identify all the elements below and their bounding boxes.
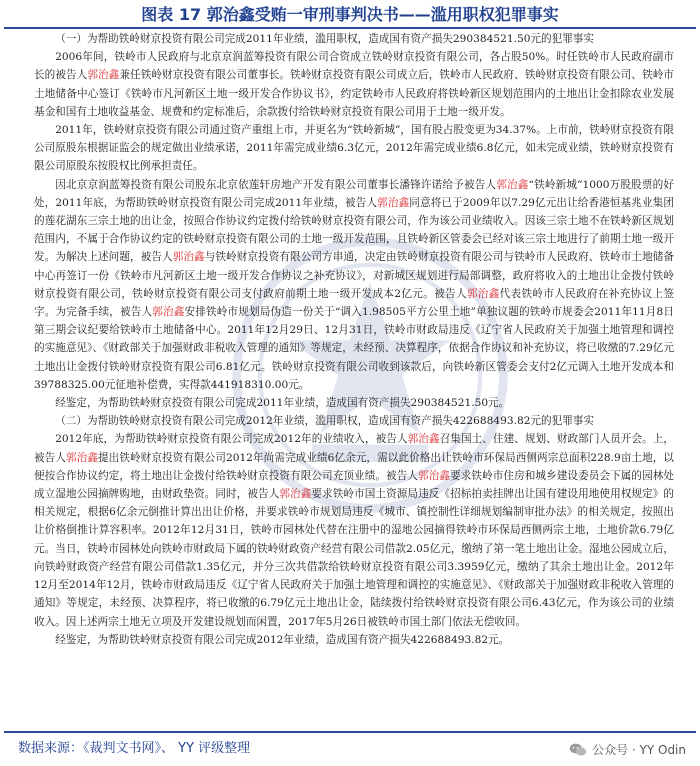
defendant-name-highlight: 郭治鑫 — [407, 433, 440, 446]
credit-text: 公众号 · YY Odin — [592, 743, 686, 757]
paragraph-text: “铁岭新城”1000万股股票的好处，2011年底，为帮助铁岭财京投资有限公司完成2011年业绩，被告人 — [34, 178, 674, 209]
defendant-name-highlight: 郭治鑫 — [377, 196, 410, 209]
paragraph — [34, 412, 674, 430]
paragraph-text: （二）为帮助铁岭财京投资有限公司完成2012年业绩，滥用职权，造成国有资产损失422688493.82元的犯罪事实 — [55, 415, 594, 428]
paragraph-text: 要求铁岭市住房和城乡建设委员会下属的园林处成立湿地公园摘牌购地，由财政垫资。同时，被告人 — [34, 469, 674, 501]
paragraph-text: 因北京京润蓝筹投资有限公司股东北京依莲轩房地产开发有限公司董事长潘锋许诺给予被告人 — [55, 178, 497, 191]
defendant-name-highlight: 郭治鑫 — [87, 69, 120, 82]
paragraph — [34, 176, 674, 394]
paragraph-text: 代表铁岭市人民政府在补充协议上签字。为完备手续，被告人 — [34, 287, 674, 319]
paragraph-text: 经鉴定，为帮助铁岭财京投资有限公司完成2012年业绩，造成国有资产损失422688493.82元。 — [55, 633, 510, 646]
paragraph-text: 提出铁岭财京投资有限公司2012年尚需完成业绩6亿余元，需以此价格出让铁岭市环保局西侧两宗总面积228.9亩土地，以便按合作协议约定，将土地出让金拨付给铁岭财京投资有限公司充顶业绩。被告人 — [34, 451, 674, 482]
paragraph-text: 要求铁岭市国土资源局违反《招标拍卖挂牌出让国有建设用地使用权规定》的相关规定，根据6亿余元倒推计算出出让价格，并要求铁岭市规划局违反《城市、镇控制性详细规划编制审批办法》的相关规定，按照出让价格倒推计算容积率。2012年12月31日，铁岭市园林处代替在注册中的湿地公园摘得铁岭市环保局西侧两宗土地，土地价款6.79亿元。当日，铁岭市园林处向铁岭市财政局下属的铁岭财政资产经营有限公司借款2.05亿元，缴纳了第一笔土地出让金。湿地公园成立后，向铁岭财政资产经营有限公司借款1.35亿元，并分三次共借款给铁岭财京投资有限公司3.3959亿元，缴纳了其余土地出让金。2012年12月至2014年12月，铁岭市财政局违反《辽宁省人民政府关于加强土地管理和调控的实施意见》、《财政部关于加强财政非税收入管理的通知》等规定，未经预、决算程序，将已收缴的6.79亿元土地出让金，陆续拨付给铁岭财京投资有限公司6.43亿元，作为该公司的业绩收入。因上述两宗土地无立项及开发建设规划而闲置，2017年5月26日被铁岭市国土部门依法无偿收回。 — [34, 488, 674, 628]
paragraph — [34, 30, 674, 48]
wechat-credit — [569, 740, 686, 760]
figure-title: 图表 17 郭治鑫受贿一审刑事判决书——滥用职权犯罪事实 — [141, 5, 559, 24]
paragraph-text: 同意将已于2009年以7.29亿元出让给香港恒基兆业集团的莲花湖东三宗土地的出让金，按照合作协议约定拨付给铁岭财京投资有限公司，作为该公司业绩收入。因该三宗土地不在铁岭新区规划范围内，不属于合作协议约定的铁岭财京投资有限公司的土地一级开发范围，且铁岭新区管委会已经对该三宗土地进行了前期土地一级开发。为解决上述问题，被告人 — [34, 196, 674, 264]
title-divider — [4, 27, 696, 29]
paragraph-text: 2011年，铁岭财京投资有限公司通过资产重组上市，并更名为“铁岭新城”，国有股占股变更为34.37%。上市前，铁岭财京投资有限公司原股东根据证监会的规定做出业绩承诺，2011年需完成业绩6.3亿元，2012年需完成业绩6.8亿元，如未完成业绩，铁岭财京投资有限公司原股东按股权比例承担责任。 — [34, 124, 674, 173]
paragraph-text: 召集国土、住建、规划、财政部门人员开会。上，被告人 — [34, 433, 674, 464]
data-source: 数据来源：《裁判文书网》、 YY 评级整理 — [18, 741, 251, 756]
paragraph-text: 2012年底，为帮助铁岭财京投资有限公司完成2012年的业绩收入，被告人 — [55, 433, 408, 446]
defendant-name-highlight: 郭治鑫 — [172, 251, 205, 264]
paragraph-text: 经鉴定，为帮助铁岭财京投资有限公司完成2011年业绩，造成国有资产损失290384521.50元。 — [55, 397, 510, 410]
paragraph — [34, 430, 674, 630]
paragraph — [34, 631, 674, 649]
defendant-name-highlight: 郭治鑫 — [279, 488, 312, 501]
paragraph — [34, 394, 674, 412]
footer-divider — [4, 731, 696, 733]
paragraph-text: 安排铁岭市规划局伪造一份关于“调入1.98505平方公里土地”单独议题的铁岭市规委会2011年11月8日第三期会议纪要给铁岭市土地储备中心。2011年12月29日、12月31日，铁岭市财政局违反《辽宁省人民政府关于加强土地管理和调控的实施意见》、《财政部关于加强财政非税收入管理的通知》等规定，未经预、决算程序，依据合作协议和补充协议，将已收缴的7.29亿元土地出让金拨付铁岭财京投资有限公司6.81亿元。铁岭财京投资有限公司收到该款后，向铁岭新区管委会支付2亿元调入土地开发成本和39788325.00元征地补偿费，实得款441918310.00元。 — [34, 306, 674, 391]
defendant-name-highlight: 郭治鑫 — [496, 178, 529, 191]
defendant-name-highlight: 郭治鑫 — [152, 306, 185, 319]
defendant-name-highlight: 郭治鑫 — [466, 287, 500, 300]
judgment-text — [34, 30, 674, 730]
paragraph-text: 与铁岭财京投资有限公司方串通，决定由铁岭财京投资有限公司与铁岭市人民政府、铁岭市土地储备中心再签订一份《铁岭市凡河新区土地一级开发合作协议之补充协议》，对新城区规划进行局部调整，政府将收入的土地出让金拨付铁岭财京投资有限公司，铁岭财京投资有限公司支付政府前期土地一级开发成本2亿元。被告人 — [34, 251, 674, 300]
defendant-name-highlight: 郭治鑫 — [66, 451, 98, 464]
paragraph — [34, 121, 674, 176]
wechat-icon — [569, 743, 587, 757]
paragraph-text: 兼任铁岭财京投资有限公司董事长。铁岭财京投资有限公司成立后，铁岭市人民政府、铁岭财京投资有限公司、铁岭市土地储备中心签订《铁岭市凡河新区土地一级开发合作协议书》，约定铁岭市人民政府将铁岭新区规划范围内的土地出让金扣除农业发展基金和国有土地收益基金、规费和约定标准后，余款拨付给铁岭财京投资有限公司用于土地一级开发。 — [34, 69, 674, 118]
paragraph-text: （一）为帮助铁岭财京投资有限公司完成2011年业绩，滥用职权，造成国有资产损失290384521.50元的犯罪事实 — [55, 33, 594, 45]
paragraph-text: 2006年间，铁岭市人民政府与北京京润蓝筹投资有限公司合资成立铁岭财京投资有限公司，各占股50%。时任铁岭市人民政府副市长的被告人 — [34, 51, 674, 82]
paragraph — [34, 48, 674, 121]
defendant-name-highlight: 郭治鑫 — [418, 469, 451, 482]
